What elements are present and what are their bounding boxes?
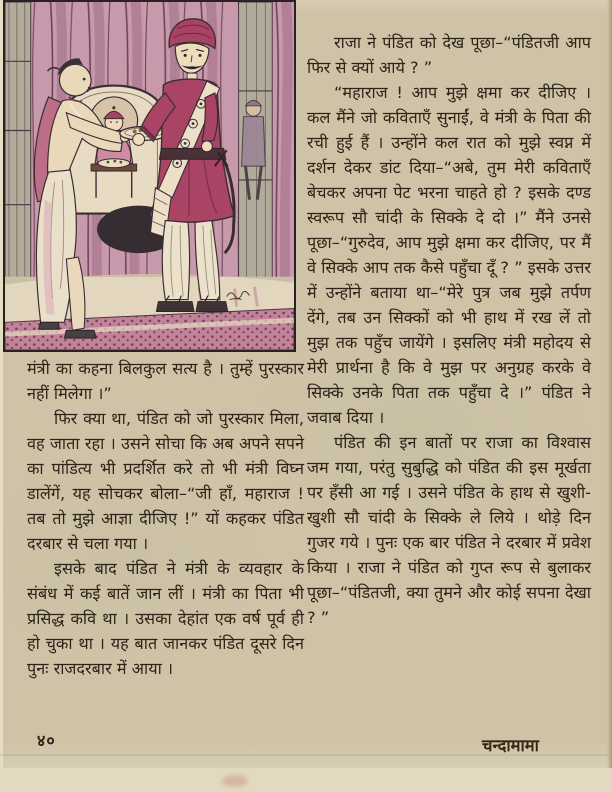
paragraph: इसके बाद पंडित ने मंत्री के व्यवहार के संबंध में कई बातें जान लीं । मंत्री का पिता भी प्रसिद्ध कवि था । उसका देहांत एक वर्ष पूर्व ही हो चुका था । यह बात जानकर पंडित दूसरे दिन पुनः राजदरबार में आया । — [27, 559, 304, 678]
magazine-name: चन्दामामा — [482, 736, 539, 755]
paragraph: “महाराज ! आप मुझे क्षमा कर दीजिए । कल मैंने जो कविताएँ सुनाईं, वे मंत्री के पिता की रची हुई हैं । उन्होंने कल रात को मुझे स्वप्न में दर्शन देकर डांट दिया–“अबे, तुम मेरी कविताएँ बेचकर अपना पेट भरना चाहते हो ? इसके दण्ड स्वरूप सौ चांदी के सिक्के दे दो ।” मैंने उनसे पूछा–“गुरुदेव, आप मुझे क्षमा कर दीजिए, पर मैं वे सिक्के आप तक कैसे पहुँचा दूँ ? ” इसके उत्तर में उन्होंने बताया था–“मेरे पुत्र जब मुझे तर्पण देंगे, तब उन सिक्कों को भी हाथ में रख लें तो मुझ तक पहुँच जायेंगे । इसलिए मंत्री महोदय से मेरी प्रार्थना है कि वे मुझ पर अनुग्रह करके वे सिक्के उनके पिता तक पहुँचा दे ।” पंडित ने जवाब दिया । — [307, 83, 591, 427]
court-scene-drawing — [5, 2, 294, 350]
right-column-text — [307, 30, 591, 730]
page-edge-right — [607, 0, 612, 792]
scan-line — [0, 754, 612, 756]
paragraph: फिर क्या था, पंडित को जो पुरस्कार मिला, वह जाता रहा । उसने सोचा कि अब अपने सपने का पांडित्य भी प्रदर्शित करे तो भी मंत्री विघ्न डालेंगें, यह सोचकर बोला–“जी हाँ, महाराज ! तब तो मुझे आज्ञा दीजिए !” यों कहकर पंडित दरबार से चला गया । — [27, 409, 304, 553]
paper-smudge — [222, 775, 248, 787]
page-edge-left — [0, 0, 3, 792]
page-number: ४० — [37, 731, 56, 750]
paragraph: पंडित की इन बातों पर राजा का विश्वास जम गया, परंतु सुबुद्धि को पंडित की इस मूर्खता पर हँसी आ गई । उसने पंडित के हाथ से खुशी-खुशी सौ चांदी के सिक्के ले लिये । थोड़े दिन गुजर गये । पुनः एक बार पंडित ने दरबार में प्रवेश किया । राजा ने पंडित को गुप्त रूप से बुलाकर पूछा–“पंडितजी, क्या तुमने और कोई सपना देखा ? ” — [307, 433, 591, 627]
court-scene-illustration — [3, 0, 296, 352]
paragraph: मंत्री का कहना बिलकुल सत्य है । तुम्हें पुरस्कार नहीं मिलेगा ।” — [27, 359, 304, 403]
left-pillar — [5, 2, 31, 299]
left-column-text — [27, 356, 304, 736]
paragraph: राजा ने पंडित को देख पूछा–“पंडितजी आप फिर से क्यों आये ? ” — [307, 33, 591, 77]
page-bottom-edge — [0, 768, 612, 792]
